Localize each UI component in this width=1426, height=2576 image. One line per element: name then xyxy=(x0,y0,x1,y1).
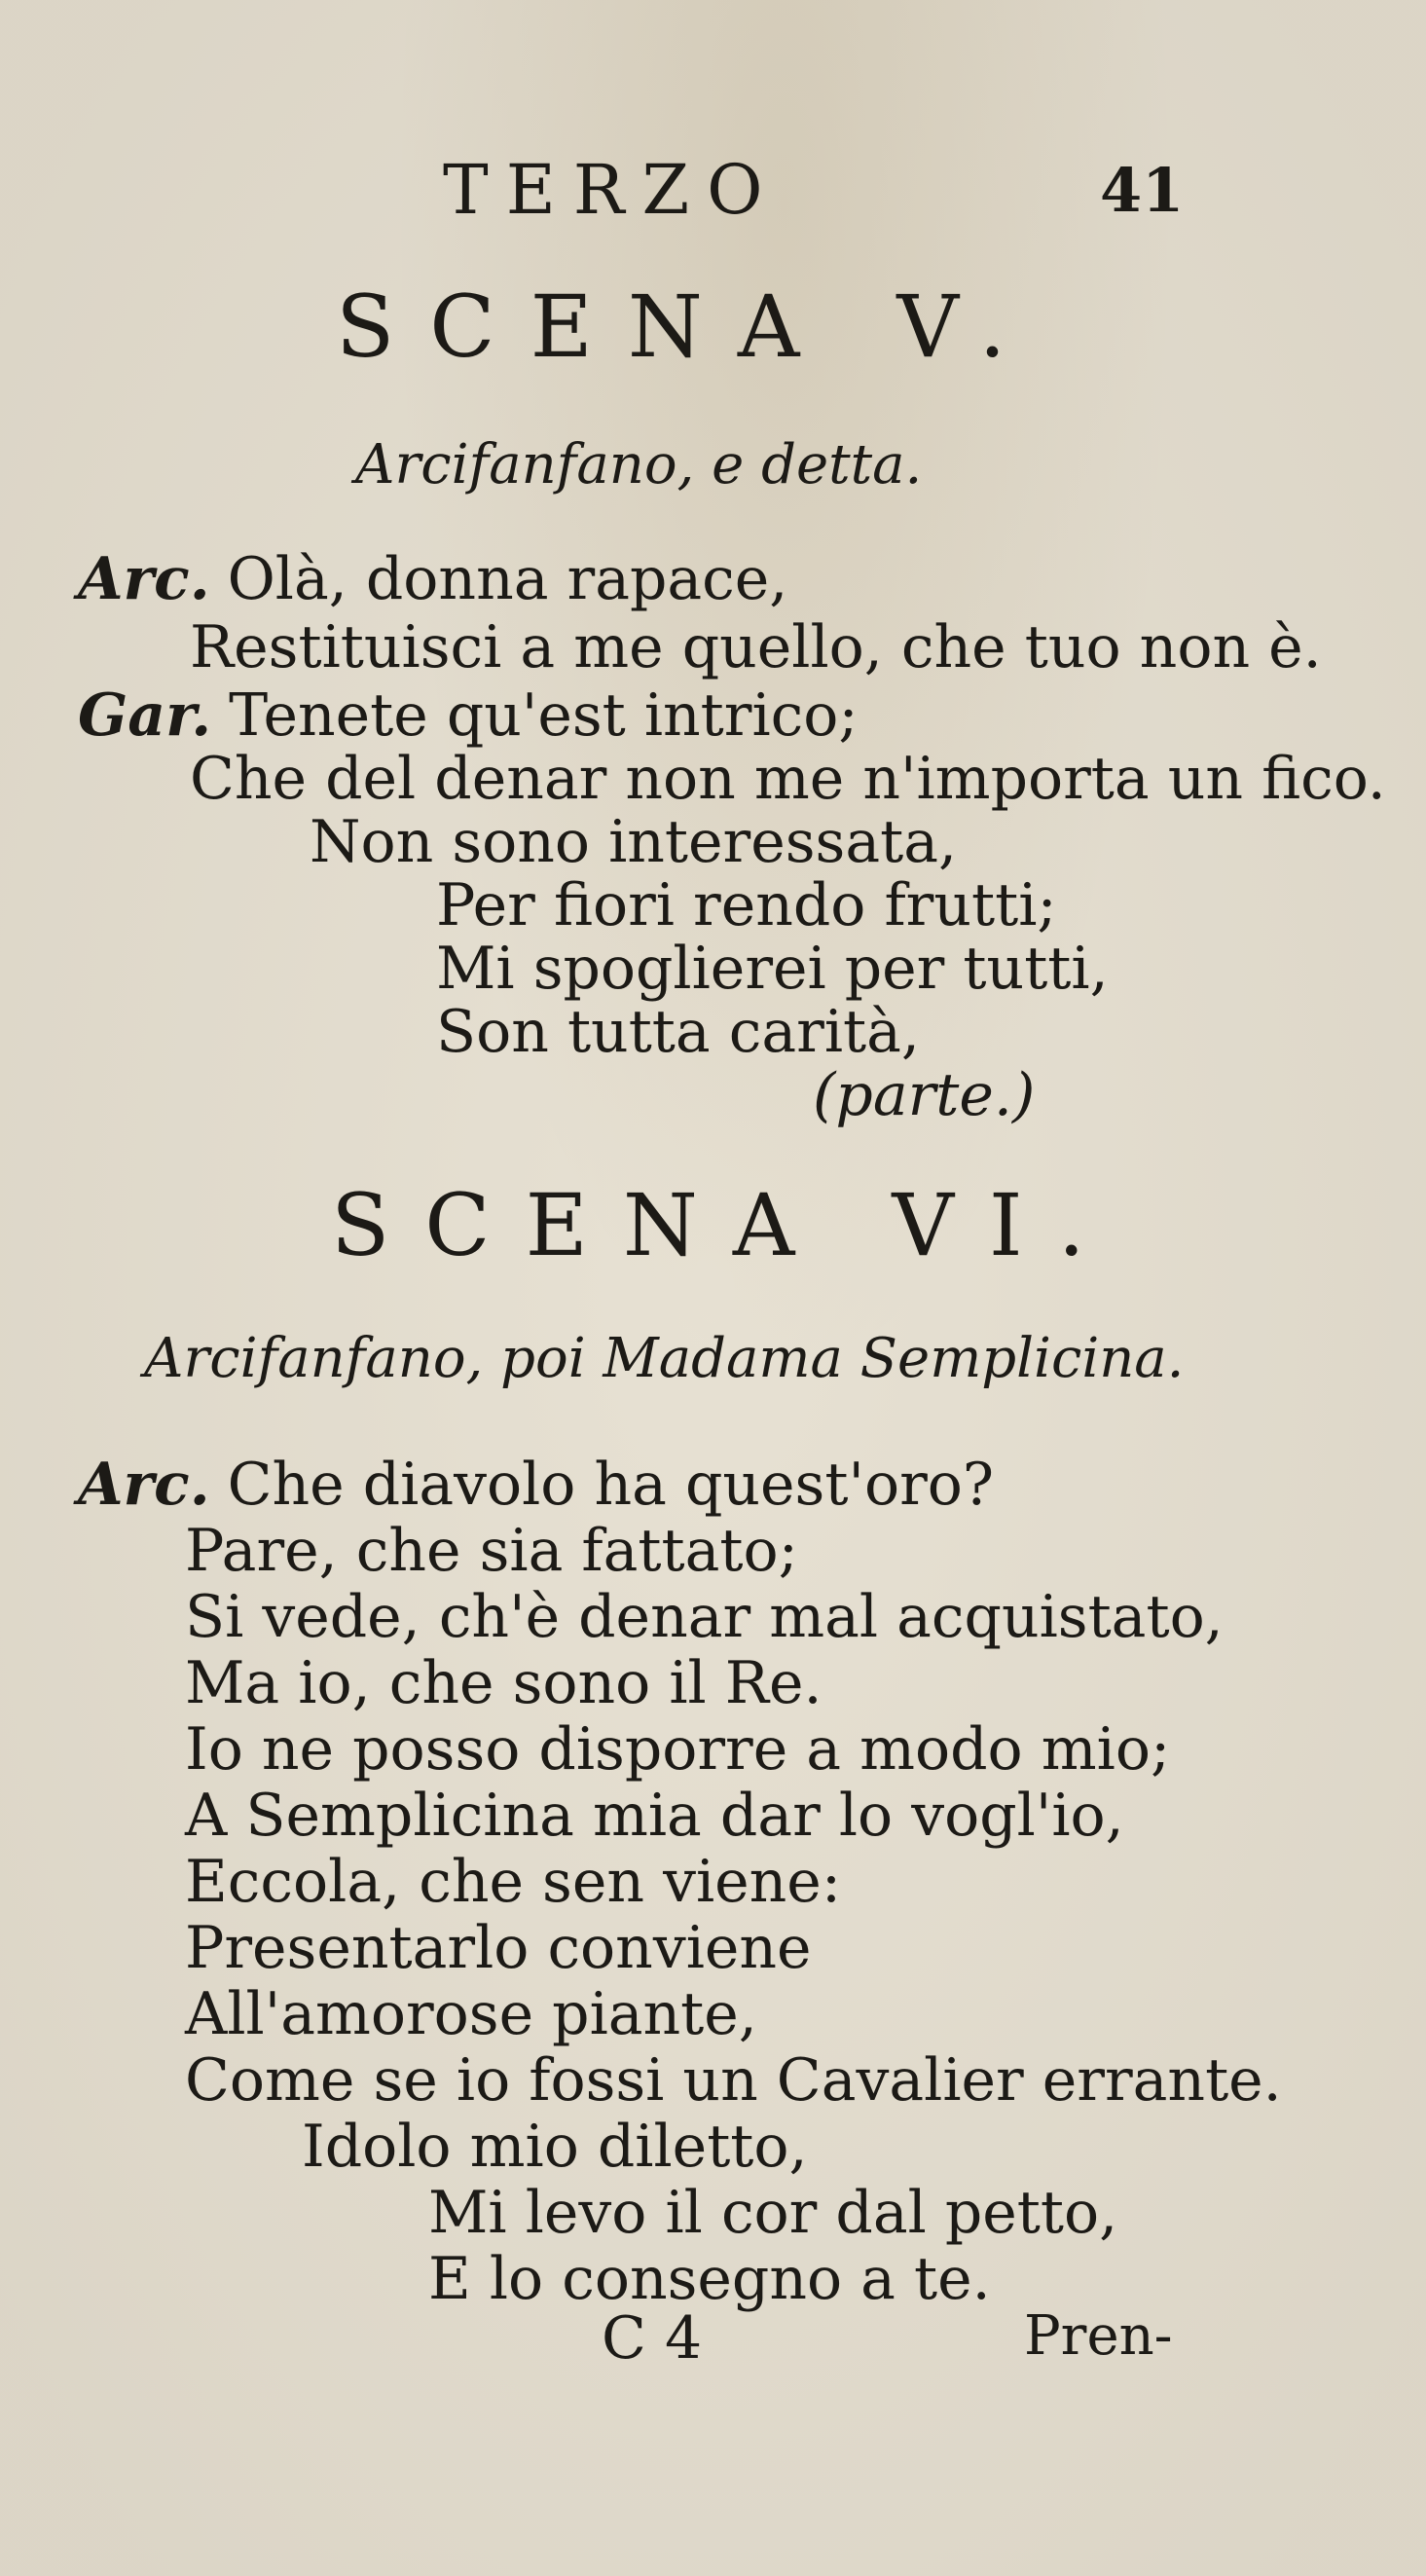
verse-line xyxy=(190,613,1322,681)
verse-text: Idolo mio diletto, xyxy=(302,2113,808,2181)
verse-text: A Semplicina mia dar lo vogl'io, xyxy=(185,1782,1124,1850)
verse-line xyxy=(310,808,958,876)
scene-6-characters: Arcifanfano, poi Madama Semplicina. xyxy=(144,1327,1185,1390)
verse-line xyxy=(428,2179,1118,2247)
verse-line xyxy=(78,545,788,613)
verse-line xyxy=(436,871,1057,939)
verse-line xyxy=(185,1782,1124,1850)
verse-line xyxy=(185,1980,757,2048)
verse-line xyxy=(78,1451,995,1519)
verse-text: Si vede, ch'è denar mal acquistato, xyxy=(185,1583,1224,1651)
verse-text: Che diavolo ha quest'oro? xyxy=(227,1451,995,1519)
verse-text: Son tutta carità, xyxy=(436,998,920,1066)
speaker-label: Arc. xyxy=(78,1451,210,1519)
verse-text: Presentarlo conviene xyxy=(185,1914,812,1982)
verse-line xyxy=(436,935,1109,1003)
verse-line xyxy=(302,2113,808,2181)
verse-text: Io ne posso disporre a modo mio; xyxy=(185,1715,1171,1784)
scene-5-characters: Arcifanfano, e detta. xyxy=(355,433,923,497)
speaker-label: Arc. xyxy=(78,545,210,613)
verse-text: Come se io fossi un Cavalier errante. xyxy=(185,2046,1282,2115)
verse-text: Mi spoglierei per tutti, xyxy=(436,935,1109,1003)
verse-line xyxy=(428,2245,991,2313)
stage-direction: (parte.) xyxy=(813,1061,1036,1129)
scene-6-title: SCENA VI. xyxy=(331,1175,1120,1275)
verse-line xyxy=(185,1517,798,1585)
verse-line xyxy=(185,1649,823,1717)
verse-line xyxy=(190,745,1386,813)
catchword: Pren- xyxy=(1024,2304,1173,2368)
verse-text: Che del denar non me n'importa un fico. xyxy=(190,745,1386,813)
verse-text: Restituisci a me quello, che tuo non è. xyxy=(190,613,1322,681)
verse-text: Ma io, che sono il Re. xyxy=(185,1649,823,1717)
signature-mark: C 4 xyxy=(602,2304,703,2373)
verse-text: Tenete qu'est intrico; xyxy=(229,681,859,750)
verse-text: Per fiori rendo frutti; xyxy=(436,871,1057,939)
speaker-label: Gar. xyxy=(78,681,212,750)
running-title: TERZO xyxy=(443,150,781,230)
verse-line xyxy=(185,1848,842,1916)
verse-line xyxy=(185,1583,1224,1651)
verse-line xyxy=(185,1715,1171,1784)
verse-text: Eccola, che sen viene: xyxy=(185,1848,842,1916)
verse-text: All'amorose piante, xyxy=(185,1980,757,2048)
scene-5-title: SCENA V. xyxy=(336,276,1042,377)
verse-line xyxy=(185,2046,1282,2115)
verse-line xyxy=(185,1914,812,1982)
verse-text: Non sono interessata, xyxy=(310,808,958,876)
verse-text: E lo consegno a te. xyxy=(428,2245,991,2313)
verse-line xyxy=(436,998,920,1066)
verse-text: Olà, donna rapace, xyxy=(227,545,788,613)
page-number: 41 xyxy=(1100,155,1185,226)
verse-text: Pare, che sia fattato; xyxy=(185,1517,798,1585)
verse-line xyxy=(78,681,859,750)
verse-text: Mi levo il cor dal petto, xyxy=(428,2179,1118,2247)
